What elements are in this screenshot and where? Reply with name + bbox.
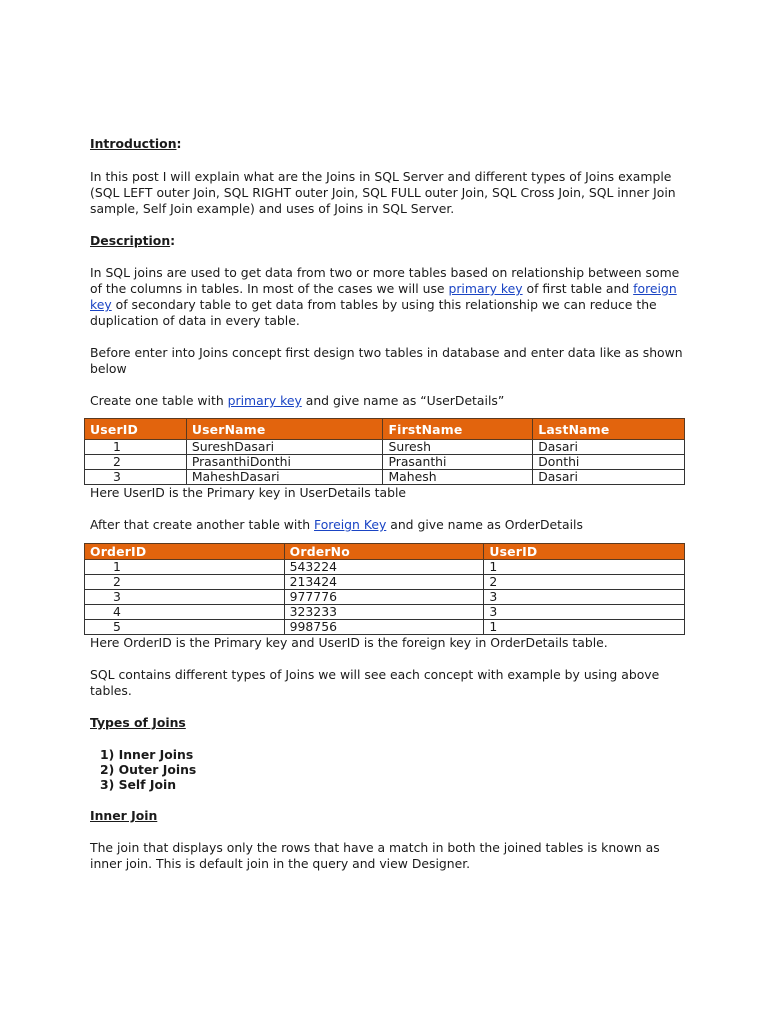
column-header: OrderID: [85, 544, 285, 560]
column-header: UserName: [186, 419, 383, 440]
table-cell: 2: [484, 575, 685, 590]
list-item: 1) Inner Joins: [100, 747, 194, 762]
table-cell: PrasanthiDonthi: [186, 455, 383, 470]
create-table-paragraph: [90, 393, 690, 409]
table-cell: 977776: [284, 590, 484, 605]
column-header: UserID: [484, 544, 685, 560]
table-cell: 1: [85, 560, 285, 575]
inner-join-paragraph: The join that displays only the rows that have a match in both the joined tables is known as inner join. This is default join in the query and view Designer.: [90, 840, 660, 871]
table-cell: 5: [85, 620, 285, 635]
create-table-text-2: and give name as “UserDetails”: [301, 393, 505, 408]
table-row: [85, 590, 685, 605]
table-row: [85, 560, 685, 575]
table-cell: 213424: [284, 575, 484, 590]
table-cell: 2: [85, 575, 285, 590]
column-header: FirstName: [383, 419, 533, 440]
table-cell: 2: [85, 455, 187, 470]
order-intro-text-2: and give name as OrderDetails: [386, 517, 583, 532]
table-cell: Dasari: [533, 440, 685, 455]
table-cell: 1: [85, 440, 187, 455]
table-cell: MaheshDasari: [186, 470, 383, 485]
document-page: [90, 136, 690, 872]
table-cell: 543224: [284, 560, 484, 575]
table-cell: Prasanthi: [383, 455, 533, 470]
list-item: 2) Outer Joins: [100, 762, 197, 777]
table-row: [85, 575, 685, 590]
joins-list: [90, 747, 690, 792]
table-row: [85, 605, 685, 620]
design-tables-paragraph: Before enter into Joins concept first design two tables in database and enter data like as shown below: [90, 345, 683, 376]
user-details-table: [84, 418, 685, 485]
order-intro-text-1: After that create another table with: [90, 517, 315, 532]
description-text-1: In SQL joins are used to get data from two or more tables based on relationship between some of the columns in tables. In most of the cases we will use: [90, 265, 680, 296]
inner-join-heading: [90, 808, 690, 824]
column-header: OrderNo: [284, 544, 484, 560]
table-cell: Donthi: [533, 455, 685, 470]
introduction-heading: [90, 136, 690, 152]
foreign-key-link[interactable]: foreign key: [90, 281, 677, 312]
column-header: LastName: [533, 419, 685, 440]
table-cell: 1: [484, 560, 685, 575]
table-cell: 3: [85, 470, 187, 485]
table-row: [85, 470, 685, 485]
joins-overview-paragraph: SQL contains different types of Joins we will see each concept with example by using above tables.: [90, 667, 660, 698]
table-cell: 323233: [284, 605, 484, 620]
table-cell: 3: [85, 590, 285, 605]
table-cell: Mahesh: [383, 470, 533, 485]
table-cell: Dasari: [533, 470, 685, 485]
table-header-row: [85, 544, 685, 560]
description-heading-colon: :: [170, 233, 176, 248]
description-heading-text: Description: [90, 233, 171, 248]
table-cell: 4: [85, 605, 285, 620]
description-paragraph: [90, 265, 690, 329]
table-row: [85, 455, 685, 470]
order-details-table: [84, 543, 685, 635]
table-cell: 1: [484, 620, 685, 635]
types-of-joins-heading: [90, 715, 690, 731]
inner-join-heading-text: Inner Join: [90, 808, 158, 823]
table-cell: 3: [484, 590, 685, 605]
description-text-2: of first table and: [522, 281, 634, 296]
order-table-caption: Here OrderID is the Primary key and UserID is the foreign key in OrderDetails table.: [90, 635, 608, 650]
introduction-heading-text: Introduction: [90, 136, 177, 151]
order-intro-paragraph: [90, 517, 690, 533]
description-text-3: of secondary table to get data from tables by using this relationship we can reduce the duplication of data in every table.: [90, 297, 657, 328]
description-heading: [90, 233, 690, 249]
introduction-heading-colon: :: [176, 136, 182, 151]
table-row: [85, 620, 685, 635]
primary-key-link[interactable]: primary key: [448, 281, 523, 296]
types-of-joins-heading-text: Types of Joins: [90, 715, 186, 730]
user-table-caption: Here UserID is the Primary key in UserDetails table: [90, 485, 407, 500]
table-cell: 3: [484, 605, 685, 620]
column-header: UserID: [85, 419, 187, 440]
table-cell: SureshDasari: [186, 440, 383, 455]
table-cell: 998756: [284, 620, 484, 635]
create-table-text-1: Create one table with: [90, 393, 228, 408]
table-cell: Suresh: [383, 440, 533, 455]
table-header-row: [85, 419, 685, 440]
list-item: 3) Self Join: [100, 777, 177, 792]
foreign-key-link-2[interactable]: Foreign Key: [314, 517, 387, 532]
table-row: [85, 440, 685, 455]
primary-key-link-2[interactable]: primary key: [227, 393, 302, 408]
introduction-paragraph: In this post I will explain what are the Joins in SQL Server and different types of Joins example (SQL LEFT outer Join, SQL RIGHT outer Join, SQL FULL outer Join, SQL Cross Join, SQL inner Join sample, Self Join example) and uses of Joins in SQL Server.: [90, 169, 676, 216]
